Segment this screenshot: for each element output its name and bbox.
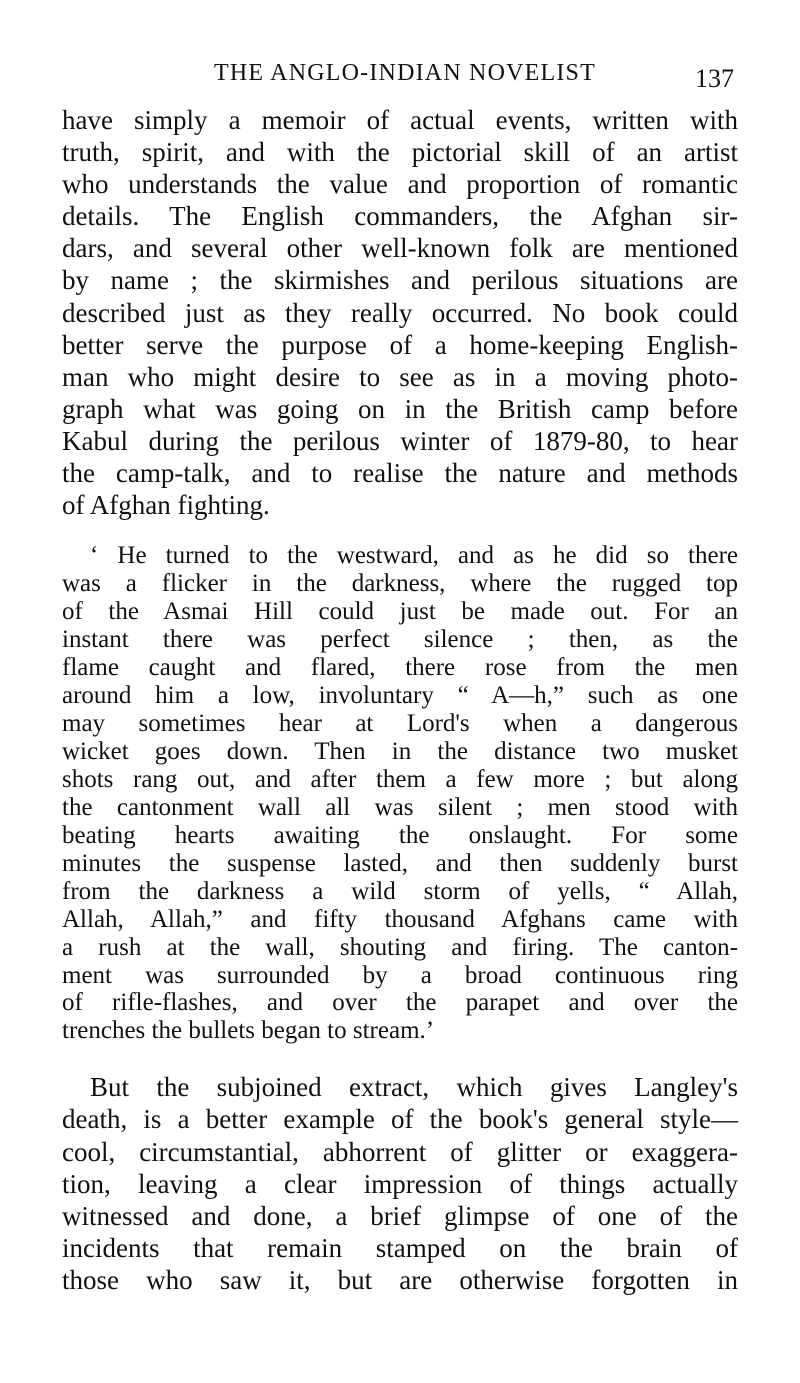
text-line: incidents that remain stamped on the brain of	[62, 1232, 738, 1263]
quote-line: from the darkness a wild storm of yells, “ Allah,	[62, 877, 738, 905]
text-line: witnessed and done, a brief glimpse of one of the	[62, 1200, 738, 1231]
text-line: man who might desire to see as in a moving photo-	[62, 361, 738, 392]
quote-line: Allah, Allah,” and fifty thousand Afghans came with	[62, 905, 738, 933]
quote-line: flame caught and flared, there rose from the men	[62, 654, 738, 682]
text-line: Kabul during the perilous winter of 1879-80, to hear	[62, 425, 738, 456]
text-line: graph what was going on in the British camp before	[62, 393, 738, 424]
text-line: tion, leaving a clear impression of things actually	[62, 1168, 738, 1199]
text-line: of Afghan fighting.	[62, 490, 270, 521]
quote-line: may sometimes hear at Lord's when a dangerous	[62, 709, 738, 737]
page-number: 137	[695, 64, 734, 93]
text-line: But the subjoined extract, which gives Langley's	[90, 1072, 738, 1103]
book-page	[62, 58, 738, 1296]
quote-line: of the Asmai Hill could just be made out. For an	[62, 598, 738, 626]
paragraph-3	[62, 1071, 738, 1296]
text-line: better serve the purpose of a home-keeping English-	[62, 329, 738, 360]
quote-line: instant there was perfect silence ; then, as the	[62, 626, 738, 654]
quote-line: wicket goes down. Then in the distance two musket	[62, 737, 738, 765]
quote-line: trenches the bullets began to stream.’	[62, 1017, 435, 1045]
quote-line: the cantonment wall all was silent ; men stood with	[62, 793, 738, 821]
quote-line: of rifle-flashes, and over the parapet and over the	[62, 989, 738, 1017]
quote-line: ‘ He turned to the westward, and as he did so there	[90, 542, 738, 570]
text-line: details. The English commanders, the Afghan sir-	[62, 201, 738, 232]
quote-line: minutes the suspense lasted, and then suddenly burst	[62, 849, 738, 877]
quote-line: around him a low, involuntary “ A—h,” such as one	[62, 681, 738, 709]
quote-line: was a flicker in the darkness, where the rugged top	[62, 570, 738, 598]
text-line: by name ; the skirmishes and perilous situations are	[62, 265, 738, 296]
text-line: the camp-talk, and to realise the nature and methods	[62, 458, 738, 489]
quotation-block	[62, 542, 738, 1045]
text-line: those who saw it, but are otherwise forgotten in	[62, 1264, 738, 1295]
quote-line: beating hearts awaiting the onslaught. For some	[62, 821, 738, 849]
running-head	[62, 58, 738, 98]
text-line: dars, and several other well-known folk are mentioned	[62, 233, 738, 264]
text-line: death, is a better example of the book's general style—	[62, 1104, 738, 1135]
paragraph-1	[62, 104, 738, 521]
text-line: described just as they really occurred. No book could	[62, 297, 738, 328]
quote-line: shots rang out, and after them a few more ; but along	[62, 765, 738, 793]
quote-line: a rush at the wall, shouting and firing. The canton-	[62, 933, 738, 961]
text-line: have simply a memoir of actual events, written with	[62, 105, 738, 135]
quote-line: ment was surrounded by a broad continuous ring	[62, 961, 738, 989]
text-line: cool, circumstantial, abhorrent of glitter or exaggera-	[62, 1136, 738, 1167]
text-line: who understands the value and proportion of romantic	[62, 169, 738, 200]
running-title: THE ANGLO-INDIAN NOVELIST	[214, 60, 596, 86]
text-line: truth, spirit, and with the pictorial skill of an artist	[62, 137, 738, 168]
